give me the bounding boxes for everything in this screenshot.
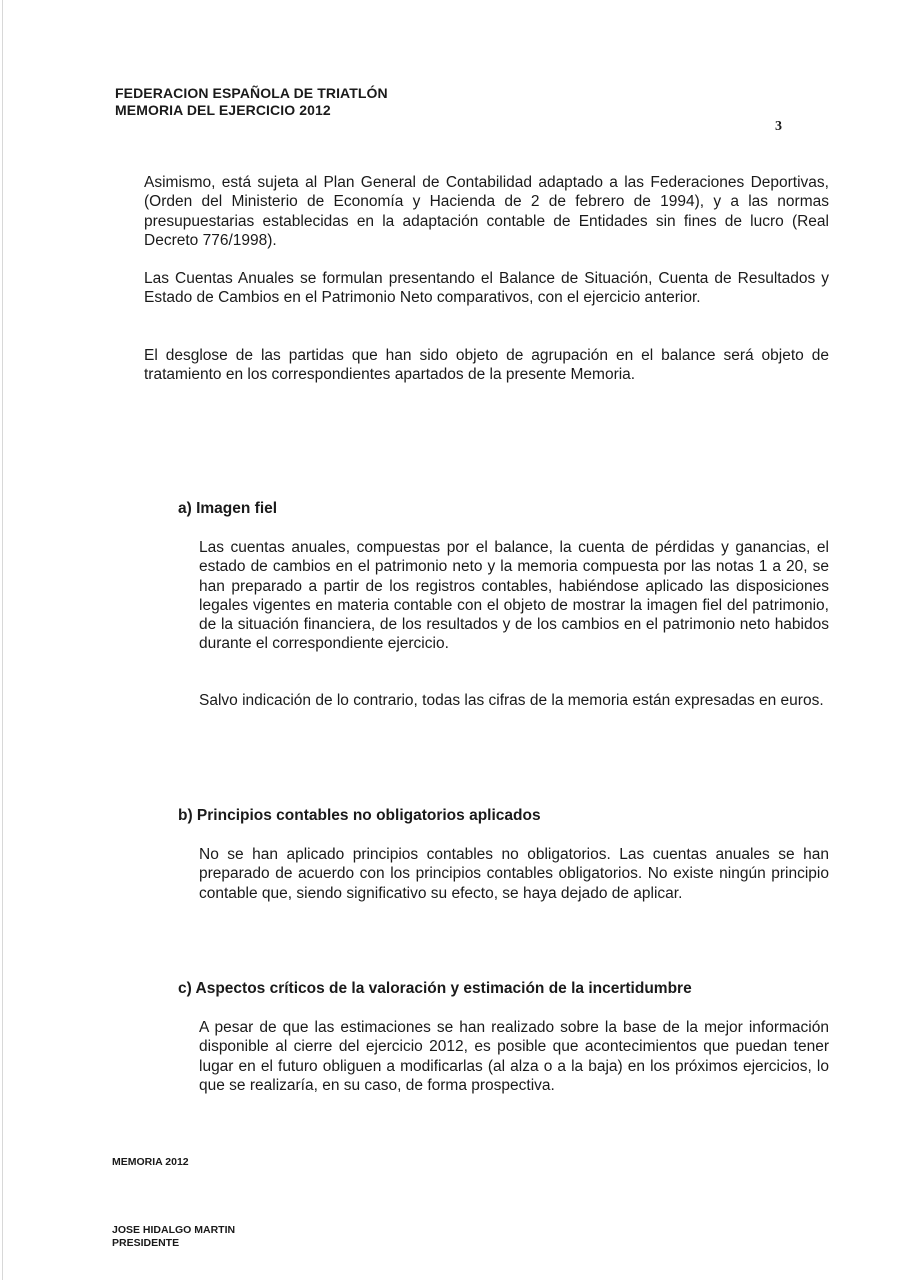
section-title-aspectos-criticos: c) Aspectos críticos de la valoración y estimación de la incertidumbre — [178, 980, 692, 997]
intro-paragraph-cuentas-anuales: Las Cuentas Anuales se formulan presentando el Balance de Situación, Cuenta de Resultados y Estado de Cambios en el Patrimonio Neto comparativos, con el ejercicio anterior. — [144, 270, 829, 307]
footer-memoria-label: MEMORIA 2012 — [112, 1156, 189, 1168]
footer-signature — [112, 1224, 235, 1250]
signer-name: JOSE HIDALGO MARTIN — [112, 1224, 236, 1236]
section-title-imagen-fiel: a) Imagen fiel — [178, 500, 278, 517]
header-report-title: MEMORIA DEL EJERCICIO 2012 — [115, 102, 331, 118]
page-edge — [2, 0, 3, 1280]
section-paragraph-cifras-euros: Salvo indicación de lo contrario, todas las cifras de la memoria están expresadas en euros. — [199, 692, 824, 709]
section-title-principios-contables: b) Principios contables no obligatorios aplicados — [178, 807, 541, 824]
section-paragraph-aspectos-criticos: A pesar de que las estimaciones se han realizado sobre la base de la mejor información disponible al cierre del ejercicio 2012, es posible que acontecimientos que puedan tener lugar en el futuro obliguen a modificarlas (al alza o a la baja) en los próximos ejercicios, lo que se realizaría, en su caso, de forma prospectiva. — [199, 1019, 829, 1094]
page-number: 3 — [775, 119, 782, 134]
intro-paragraph-plan-contable: Asimismo, está sujeta al Plan General de Contabilidad adaptado a las Federaciones Deportivas, (Orden del Ministerio de Economía y Hacienda de 2 de febrero de 1994), y a las normas presupuestarias establecidas en la adaptación contable de Entidades sin fines de lucro (Real Decreto 776/1998). — [144, 174, 829, 249]
intro-paragraph-desglose: El desglose de las partidas que han sido objeto de agrupación en el balance será objeto de tratamiento en los correspondientes apartados de la presente Memoria. — [144, 347, 829, 384]
header-organization: FEDERACION ESPAÑOLA DE TRIATLÓN — [115, 85, 388, 101]
signer-role: PRESIDENTE — [112, 1237, 180, 1249]
document-header — [115, 85, 388, 119]
section-paragraph-imagen-fiel: Las cuentas anuales, compuestas por el balance, la cuenta de pérdidas y ganancias, el estado de cambios en el patrimonio neto y la memoria compuesta por las notas 1 a 20, se han preparado a partir de los registros contables, habiéndose aplicado las disposiciones legales vigentes en materia contable con el objeto de mostrar la imagen fiel del patrimonio, de la situación financiera, de los resultados y de los cambios en el patrimonio neto habidos durante el correspondiente ejercicio. — [199, 539, 829, 653]
section-paragraph-principios-contables: No se han aplicado principios contables no obligatorios. Las cuentas anuales se han preparado de acuerdo con los principios contables obligatorios. No existe ningún principio contable que, siendo significativo su efecto, se haya dejado de aplicar. — [199, 846, 829, 902]
